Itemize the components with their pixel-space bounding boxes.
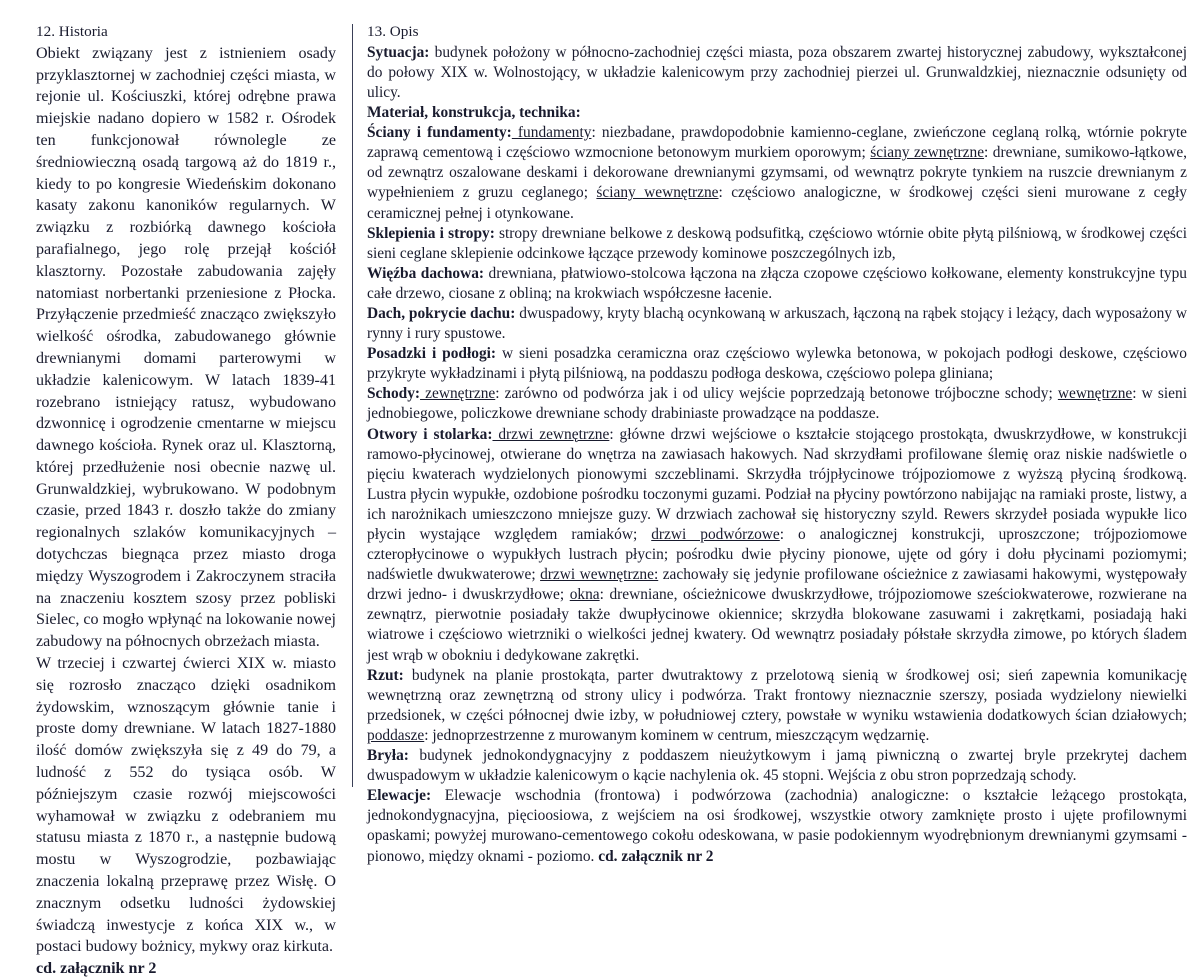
opis-entry-text: w sieni posadzka ceramiczna oraz częściowo wylewka betonowa, w pokojach podłogi deskowe, częściowo przykryte wykładzinami i płytą pilśniową, na poddaszu podłoga deskowa, częściowo polepa gliniana; [367, 345, 1187, 383]
opis-entry-label: Otwory i stolarka: [367, 425, 493, 443]
opis-entry-text: budynek położony w północno-zachodniej części miasta, poza obszarem zwartej historycznej zabudowy, wykształconej do połowy XIX w. Wolnostojący, w układzie kalenicowym przy zachodniej pierzei ul. Grunwaldzkiej, nieznacznie odsunięty od ulicy. [367, 43, 1187, 101]
opis-subterm: drzwi podwórzowe [651, 526, 780, 543]
opis-subterm: fundamenty [511, 124, 592, 142]
opis-entry-text: : zarówno od podwórza jak i od ulicy wejście poprzedzają betonowe trójboczne schody; [495, 385, 1058, 403]
opis-entry-label: Dach, pokrycie dachu: [367, 304, 516, 322]
opis-subterm: drzwi zewnętrzne [492, 425, 610, 443]
opis-entry [367, 304, 1187, 344]
opis-entry [367, 666, 1187, 746]
opis-entry [367, 384, 1187, 424]
opis-entry-text: : główne drzwi wejściowe o kształcie stojącego prostokąta, dwuskrzydłowe, w konstrukcji ramowo-płycinowej, otwierane do wnętrza na zawiasach hakowych. Nad skrzydłami profilowane ślemię oraz niskie nadświetle o pięciu kwaterach wydzielonych pionowymi szczeblinami. Skrzydła trójpłycinowe trójpoziomowe z wyższą płyciną środkową. Lustra płycin wypukłe, ozdobione pośrodku toczonymi guzami. Podział na płyciny powtórzono nabijając na ramiaki proste, listwy, a ich narożnikach umieszczono mniejsze guzy. W drzwiach zachował się historyczny szyld. Rewers skrzydeł posiada wypukłe lico płycin wystające względem ramiaków; [367, 425, 1187, 543]
opis-entry-label: Elewacje: [367, 787, 432, 805]
opis-continuation-note: cd. załącznik nr 2 [598, 847, 714, 865]
opis-subterm: zewnętrzne [420, 385, 496, 403]
opis-entry-text: budynek jednokondygnacyjny z poddaszem nieużytkowym i jamą piwniczną o zwartej bryle przekrytej dachem dwuspadowym w układzie kalenicowym o kącie nachylenia ok. 45 stopni. Wejścia z obu stron poprzedzają schody. [367, 747, 1187, 785]
opis-entry-text: drewniana, płatwiowo-stolcowa łączona na złącza czopowe częściowo kołkowane, elementy konstrukcyjne typu całe drzewo, ciosane z obliną; na krokwiach współczesne łacenie. [367, 264, 1187, 302]
opis-entry-label: Sytuacja: [367, 43, 430, 61]
opis-entry [367, 123, 1187, 223]
opis-entry-text: : drewniane, sumikowo-łątkowe, od zewnątrz oszalowane deskami i dekorowane drewnianymi gzymsami, od wewnątrz pokryte tynkiem na ruszcie drewnianym z wypełnieniem z gruzu ceglanego; [367, 144, 1188, 202]
opis-entry-text: dwuspadowy, kryty blachą ocynkowaną w arkuszach, łączoną na rąbek stojący i leżący, dach wyposażony w rynny i rury spustowe. [367, 304, 1187, 343]
opis-entry-text: : w sieni jednobiegowe, policzkowe drewniane schody drabiniaste prowadzące na poddasze. [367, 385, 1187, 423]
opis-subterm: ściany wewnętrzne [596, 184, 719, 202]
opis-subterm: drzwi wewnętrzne: [540, 566, 659, 584]
opis-subterm: wewnętrzne [1057, 385, 1133, 403]
opis-entry-label: Ściany i fundamenty: [367, 124, 512, 142]
opis-subterm: poddasze [367, 726, 425, 744]
opis-entry-label: Sklepienia i stropy: [367, 224, 495, 242]
opis-entry [367, 264, 1187, 304]
opis-entry-label: Materiał, konstrukcja, technika: [367, 104, 581, 122]
opis-entry-text: : drewniane, ościeżnicowe dwuskrzydłowe, trójpoziomowe sześciokwaterowe, rozwierane na zewnątrz, pierwotnie posiadały także dwupłycinowe okiennice; skrzydła blokowane zasuwami i zakrętkami, posiadają haki wiatrowe i częściowo wietrzniki o wielkości jednej kwatery. Od wewnątrz posiadały półstałe skrzydła zimowe, po których śladem jest wrąb w obokniu i dedykowane zakrętki. [367, 586, 1187, 664]
opis-entry [367, 746, 1187, 786]
opis-entry-label: Posadzki i podłogi: [367, 345, 497, 363]
opis-entry [367, 425, 1187, 666]
opis-entry-text: : o analogicznej konstrukcji, uproszczone; trójpoziomowe czteropłycinowe o wypukłych lustrach płycin; pośrodku dwie płyciny pionowe, ujęte od góry i dołu płycinami poziomymi; nadświetle dwukwaterowe; [367, 526, 1187, 584]
opis-subterm: okna [569, 586, 600, 604]
opis-entry-label: Schody: [367, 385, 421, 403]
opis-entry-text: stropy drewniane belkowe z deskową podsufitką, częściowo wtórnie obite płytą pilśniową, w środkowej części sieni ceglane sklepienie odcinkowe łączące przewody kominowe poszczególnych izb, [367, 224, 1187, 262]
opis-entry [367, 43, 1187, 103]
historia-paragraph-1: Obiekt związany jest z istnieniem osady przyklasztornej w zachodniej części miasta, w rejonie ul. Kościuszki, której odrębne prawa miejskie nadano dopiero w 1582 r. Ośrodek ten funkcjonował równolegle ze średniowieczną osadą targową aż do 1819 r., kiedy to po kongresie Wiedeńskim dokonano kasaty zakonu kanoników regularnych. W związku z rozbiórką dawnego kościoła parafialnego, jego rolę przejął kościół klasztorny. Pozostałe zabudowania zajęły natomiast norbertanki przeniesione z Płocka. Przyłączenie przedmieść znacząco zwiększyło wielkość ośrodka, zabudowanego głównie drewnianymi domami parterowymi w układzie kalenicowym. W latach 1839-41 rozebrano istniejący ratusz, wybudowano dzwonnicę i ogrodzenie cmentarne w miejscu dawnego kościoła. Rynek oraz ul. Klasztorną, której przedłużenie nosi obecnie nazwę ul. Grunwaldzkiej, wybrukowano. W podobnym czasie, przed 1843 r. doszło także do zmiany regionalnych szlaków komunikacyjnych – dotychczas biegnąca przez miasto droga między Wyszogrodem i Zakroczynem straciła na znaczeniu kosztem szosy przez pobliski Sielec, co mogło wpłynąć na lokowanie nowej zabudowy na północnych obrzeżach miasta. [36, 44, 336, 651]
historia-paragraph-2: W trzeciej i czwartej ćwierci XIX w. miasto się rozrosło znacząco dzięki osadnikom żydowskim, wznoszącym głównie tanie i proste domy drewniane. W latach 1827-1880 ilość domów zwiększyła się z 49 do 79, a ludność z 552 do tysiąca osób. W późniejszym czasie rozwój miejscowości wyhamował w związku z odebraniem mu statusu miasta z 1870 r., a następnie budową mostu w Wyszogrodzie, pozbawiając znaczenia lokalną przeprawę przez Wisłę. O znacznym odsetku ludności żydowskiej świadczą inwestycje z końca XIX w., w postaci budowy bożnicy, mykwy oraz kirkuta. [36, 655, 336, 956]
historia-heading: 12. Historia [36, 23, 108, 40]
opis-entry [367, 103, 1187, 123]
opis-entry-text: : niezbadane, prawdopodobnie kamienno-ceglane, zwieńczone ceglaną rolką, wtórnie pokryte zaprawą cementową i częściowo wzmocnione betonowym murkiem oporowym; [367, 124, 1187, 162]
opis-entry-text: zachowały się jedynie profilowane ościeżnice z zawiasami hakowymi, występowały drzwi jedno- i dwuskrzydłowe; [367, 566, 1188, 604]
opis-entry-label: Bryła: [367, 747, 409, 765]
opis-entry-text: : jednoprzestrzenne z murowanym kominem w centrum, mieszczącym wędzarnię. [424, 726, 930, 744]
opis-body [367, 43, 1187, 867]
historia-body [36, 43, 336, 980]
opis-entry-label: Więźba dachowa: [367, 264, 485, 282]
opis-column [353, 22, 1187, 867]
historia-column [36, 22, 352, 980]
opis-entry-text: : częściowo analogiczne, w środkowej części sieni murowane z cegły ceramicznej pełnej i otynkowane. [367, 184, 1187, 222]
opis-subterm: ściany zewnętrzne [870, 144, 985, 162]
opis-entry-label: Rzut: [367, 666, 404, 684]
opis-entry [367, 224, 1187, 264]
opis-entry-text: budynek na planie prostokąta, parter dwutraktowy z przelotową sienią w środkowej osi; sień zapewnia komunikację wewnętrzną oraz zewnętrzną od strony ulicy i podwórza. Trakt frontowy nieznacznie szerszy, posiada wydzielony niewielki przedsionek, w części północnej dwie izby, w południowej cztery, powstałe w wyniku wstawienia dodatkowych ścian działowych; [367, 666, 1187, 724]
historia-continuation-note: cd. załącznik nr 2 [36, 960, 157, 978]
opis-heading: 13. Opis [367, 23, 419, 40]
opis-entry [367, 344, 1187, 384]
opis-entry-text: Elewacje wschodnia (frontowa) i podwórzowa (zachodnia) analogiczne: o kształcie leżącego prostokąta, jednokondygnacyjna, pięcioosiowa, z wejściem na osi środkowej, wszystkie otwory zamknięte prosto i ujęte profilownymi opaskami; powyżej murowano-cementowego cokołu odeskowana, w pasie podokiennym wyodrębnionym drewnianymi gzymsami - pionowo, między oknami - poziomo. [367, 787, 1187, 865]
opis-entry [367, 786, 1187, 866]
